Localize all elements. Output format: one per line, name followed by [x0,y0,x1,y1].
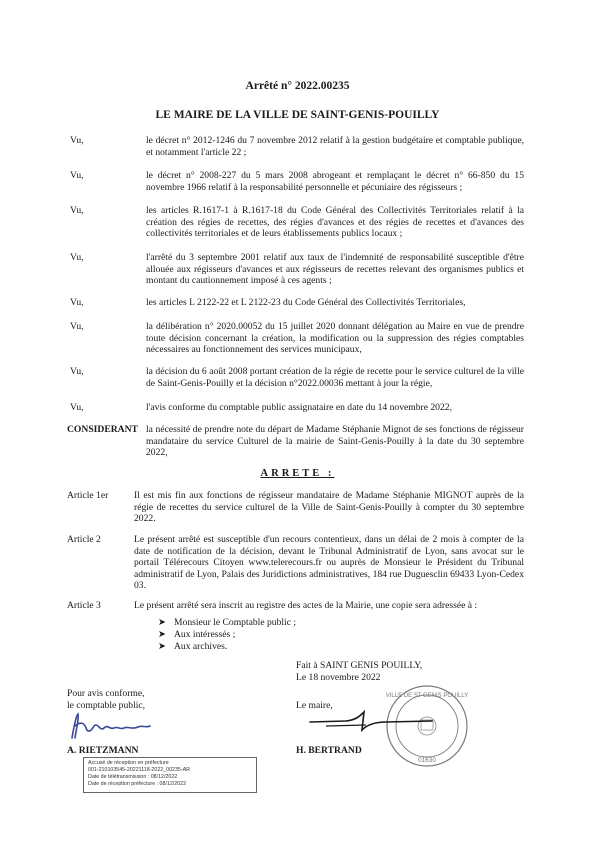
vu-label: Vu, [70,205,84,216]
vu-label: Vu, [70,402,84,413]
signature-right [306,708,436,738]
document-heading: LE MAIRE DE LA VILLE DE SAINT-GENIS-POUILLY [155,109,440,121]
place-line: Fait à SAINT GENIS POUILLY, [296,660,423,671]
considerant-clause: la nécessité de prendre note du départ de Madame Stéphanie Mignot de ses fonctions de régisseur mandataire du service Culturel de la mairie de Saint-Genis-Pouilly à la date du 30 septembre 2022, [146,424,524,459]
vu-label: Vu, [70,321,84,332]
receipt-box [83,757,257,793]
signature-left [66,708,156,744]
list-item: ➤ Aux intéressés ; [158,629,236,640]
mayor-name: H. BERTRAND [296,745,362,756]
article-text: Il est mis fin aux fonctions de régisseur mandataire de Madame Stéphanie MIGNOT auprès de la régie de recettes du service culturel de la Ville de Saint-Genis-Pouilly à compter du 30 septembre 2022. [134,490,524,525]
article-text: Le présent arrêté est susceptible d'un recours contentieux, dans un délai de 2 mois à compter de la date de notification de la décision, devant le Tribunal Administratif de Lyon, sans avocat sur le portail Télérecours Citoyen www.telerecours.fr ou auprès de Monsieur le Président du Tribunal administratif de Lyon, Palais des Juridictions administratives, 184 rue Duguesclin 69433 Lyon-Cedex 03. [134,534,524,592]
vu-clause: la décision du 6 août 2008 portant création de la régie de recette pour le service culturel de la ville de Saint-Genis-Pouilly et la décision n°2022.00036 mettant à jour la régie, [146,366,524,389]
article-label: Article 2 [67,534,101,545]
vu-label: Vu, [70,135,84,146]
vu-clause: le décret n° 2012-1246 du 7 novembre 2012 relatif à la gestion budgétaire et comptable publique, et notamment l'article 22 ; [146,135,524,158]
chevron-right-icon: ➤ [158,641,167,652]
article-label: Article 3 [67,600,101,611]
considerant-label: CONSIDERANT [67,424,138,435]
vu-label: Vu, [70,252,84,263]
arrete-heading: ARRETE : [260,468,335,479]
approval-role: le comptable public, [67,700,146,711]
receipt-line: 001-210103545-20221118-2022_00235-AR [88,766,191,773]
mayor-title: Le maire, [296,700,333,711]
receipt-line: Accusé de réception en préfecture [88,760,169,766]
receipt-line: Date de réception préfecture : 08/12/2022 [88,780,187,787]
chevron-right-icon: ➤ [158,629,167,640]
recipient-list [158,617,296,653]
vu-clause: les articles L 2122-22 et L 2122-23 du Code Général des Collectivités Territoriales, [146,297,466,308]
svg-text:01630: 01630 [417,757,437,764]
vu-label: Vu, [70,297,84,308]
approval-label: Pour avis conforme, [67,688,145,699]
vu-clause: la délibération n° 2020.00052 du 15 juillet 2020 donnant délégation au Maire en vue de prendre toute décision concernant la création, la modification ou la suppression des régies comptables nécessaires au fonctionnement des services municipaux, [146,321,524,356]
article-label: Article 1er [67,490,109,501]
document-title: Arrêté n° 2022.00235 [245,80,350,92]
vu-clause: le décret n° 2008-227 du 5 mars 2008 abrogeant et remplaçant le décret n° 66-850 du 15 novembre 1966 relatif à la responsabilité personnelle et pécuniaire des régisseurs ; [146,170,524,193]
chevron-right-icon: ➤ [158,617,167,628]
date-line: Le 18 novembre 2022 [296,672,381,683]
vu-clause: l'avis conforme du comptable public assignataire en date du 14 novembre 2022, [146,402,452,413]
list-item: ➤ Aux archives. [158,641,228,652]
accountant-name: A. RIETZMANN [67,745,139,756]
article-text: Le présent arrêté sera inscrit au registre des actes de la Mairie, une copie sera adressée à : [134,600,478,611]
vu-label: Vu, [70,170,84,181]
receipt-line: Date de télétransmission : 08/12/2022 [88,773,178,780]
list-item: ➤ Monsieur le Comptable public ; [158,617,297,628]
vu-label: Vu, [70,366,84,377]
vu-clause: les articles R.1617-1 à R.1617-18 du Code Général des Collectivités Territoriales relatif à la création des régies de recettes, des régies d'avances et des régies de recettes et d'avances des collectivités territoriales et de leurs établissements publics locaux ; [146,205,524,240]
svg-text:VILLE DE ST GENIS POUILLY: VILLE DE ST GENIS POUILLY [385,693,469,699]
vu-clause: l'arrêté du 3 septembre 2001 relatif aux taux de l'indemnité de responsabilité susceptible d'être allouée aux régisseurs d'avances et aux régisseurs de recettes relevant des organismes publics et montant du cautionnement imposé à ces agents ; [146,252,524,287]
